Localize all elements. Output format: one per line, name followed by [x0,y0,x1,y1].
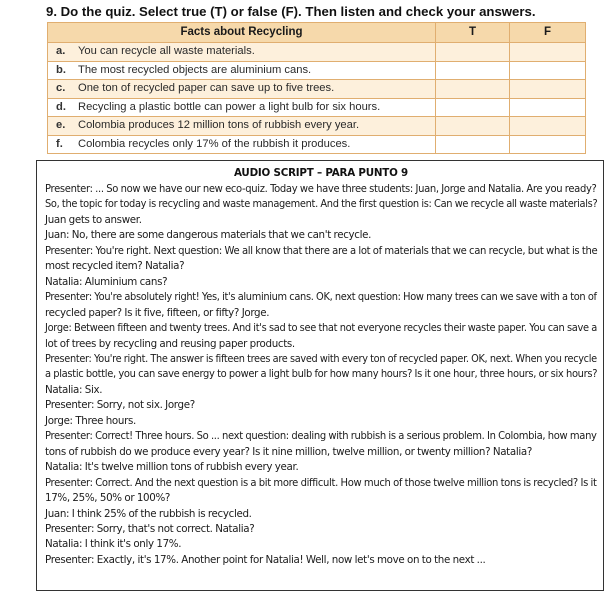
fact-cell [48,80,436,99]
script-line: most recycled item? Natalia? [45,260,185,273]
script-line: Jorge: Three hours. [45,414,136,427]
fact-text: Recycling a plastic bottle can power a light bulb for six hours. [78,100,381,113]
script-line: recycled paper? Is it five, fifteen, or fifty? Jorge. [45,306,270,319]
fact-cell [48,61,436,80]
script-line: Juan: No, there are some dangerous materials that we can't recycle. [45,229,372,242]
fact-text: You can recycle all waste materials. [78,45,255,58]
row-letter: c. [56,82,66,95]
script-line: Presenter: You're right. The answer is fifteen trees are saved with every ton of recycled paper. OK, next. When you recycle [45,352,597,365]
true-answer-cell[interactable] [436,80,510,99]
row-letter: d. [56,100,66,113]
true-answer-cell[interactable] [436,43,510,62]
false-answer-cell[interactable] [510,135,586,154]
true-answer-cell[interactable] [436,61,510,80]
fact-cell [48,117,436,136]
false-column-header: F [510,23,586,43]
table-header-row [48,23,586,43]
audio-script-box [36,160,604,591]
fact-text: The most recycled objects are aluminium cans. [78,63,312,76]
script-line: Presenter: ... So now we have our new eco-quiz. Today we have three students: Juan, Jorge and Natalia. Are you ready? [45,183,597,195]
script-line: Presenter: You're absolutely right! Yes, it's aluminium cans. OK, next question: How many trees can we save with a ton of [45,291,597,304]
facts-column-header: Facts about Recycling [48,23,436,43]
script-line: Presenter: You're right. Next question: We all know that there are a lot of materials that we can recycle, but what is the [45,244,598,257]
fact-cell [48,135,436,154]
script-line: Natalia: Aluminium cans? [45,275,168,288]
false-answer-cell[interactable] [510,117,586,136]
script-line: a plastic bottle, you can save energy to power a light bulb for how many hours? Is it one hour, three hours, or six hours? [45,368,598,381]
fact-text: One ton of recycled paper can save up to five trees. [78,82,335,95]
fact-cell [48,98,436,117]
script-line: Juan gets to answer. [45,213,142,226]
row-letter: b. [56,63,66,76]
facts-table [47,22,586,154]
fact-cell [48,43,436,62]
true-column-header: T [436,23,510,43]
table-row [48,98,586,117]
script-line: 17%, 25%, 50% or 100%? [45,492,171,505]
script-line: lot of trees by recycling and reusing paper products. [45,337,295,350]
script-line: tons of rubbish do we produce every year? Is it nine million, twelve million, or twenty million? Natalia? [45,445,532,458]
script-line: So, the topic for today is recycling and waste management. And the first question is: Can we recycle all waste materials? [45,198,598,211]
script-line: Presenter: Correct. And the next question is a bit more difficult. How much of those twelve million tons is recycled? Is it [45,476,597,489]
fact-text: Colombia produces 12 million tons of rubbish every year. [78,119,360,132]
script-line: Presenter: Sorry, that's not correct. Natalia? [45,522,255,535]
row-letter: a. [56,45,66,58]
true-answer-cell[interactable] [436,98,510,117]
audio-script-title: AUDIO SCRIPT – PARA PUNTO 9 [233,167,409,179]
false-answer-cell[interactable] [510,43,586,62]
script-line: Presenter: Exactly, it's 17%. Another point for Natalia! Well, now let's move on to the next ... [45,553,486,566]
true-answer-cell[interactable] [436,117,510,136]
fact-text: Colombia recycles only 17% of the rubbish it produces. [78,137,351,150]
row-letter: e. [56,119,66,132]
row-letter: f. [56,137,63,150]
false-answer-cell[interactable] [510,98,586,117]
true-answer-cell[interactable] [436,135,510,154]
script-line: Natalia: It's twelve million tons of rubbish every year. [45,461,299,474]
table-row [48,61,586,80]
false-answer-cell[interactable] [510,61,586,80]
script-line: Natalia: Six. [45,383,103,396]
script-line: Presenter: Correct! Three hours. So ... next question: dealing with rubbish is a serious problem. In Colombia, how many [45,430,597,443]
table-row [48,43,586,62]
script-line: Natalia: I think it's only 17%. [45,538,182,551]
table-row [48,117,586,136]
script-line: Jorge: Between fifteen and twenty trees. And it's sad to see that not everyone recycles their waste paper. You can save a [45,322,597,335]
table-row [48,80,586,99]
exercise-heading: 9. Do the quiz. Select true (T) or false (F). Then listen and check your answers. [46,4,536,19]
false-answer-cell[interactable] [510,80,586,99]
script-line: Presenter: Sorry, not six. Jorge? [45,399,195,412]
table-row [48,135,586,154]
script-line: Juan: I think 25% of the rubbish is recycled. [45,507,252,520]
